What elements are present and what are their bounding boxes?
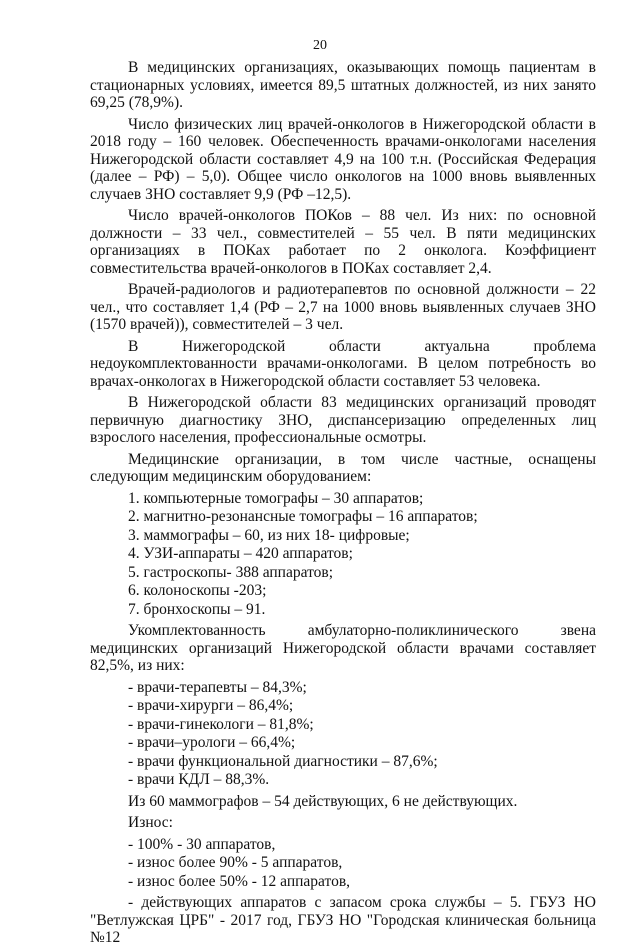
wear-item: - износ более 50% - 12 аппаратов, [128,872,351,890]
staffing-item: - врачи КДЛ – 88,3%. [128,771,270,788]
wear-item: - износ более 90% - 5 аппаратов, [128,854,343,871]
paragraph-staff-shortage: В Нижегородской области актуальна проблема недоукомплектованности врачами-онкологами. В целом потребность во врачах-онкологах в Нижегородской области составляет 53 человека. [90,337,596,390]
equipment-item: 4. УЗИ-аппараты – 420 аппаратов; [128,545,353,562]
paragraph-equipment-intro: Медицинские организации, в том числе частные, оснащены следующим медицинским оборудованием: [90,450,596,485]
mammography-line: Из 60 маммографов – 54 действующих, 6 не действующих. [128,792,518,810]
equipment-item: 1. компьютерные томографы – 30 аппаратов; [128,489,424,507]
equipment-item: 6. колоноскопы -203; [128,582,267,599]
equipment-item: 7. бронхоскопы – 91. [128,600,266,618]
document-body [90,59,596,951]
staffing-item: - врачи–урологи – 66,4%; [128,734,296,751]
paragraph-pok-oncologists: Число врачей-онкологов ПОКов – 88 чел. Из них: по основной должности – 33 чел., совместителей – 55 чел. В пяти медицинских организациях в ПОКах работает по 2 онколога. Коэффициент совместительства врачей-онкологов в ПОКах составляет 2,4. [90,207,596,277]
equipment-list [90,490,596,619]
staffing-list [90,679,596,789]
paragraph-radiologists: Врачей-радиологов и радиотерапевтов по основной должности – 22 чел., что составляет 1,4 (РФ – 2,7 на 1000 вновь выявленных случаев ЗНО (1570 врачей)), совместителей – 3 чел. [90,281,596,333]
equipment-item: 5. гастроскопы- 388 аппаратов; [128,563,334,581]
wear-list [90,836,596,891]
wear-item: - 100% - 30 аппаратов, [128,835,276,853]
paragraph-service-life: - действующих аппаратов с запасом срока службы – 5. ГБУЗ НО "Ветлужская ЦРБ" - 2017 год, ГБУЗ НО "Городская клиническая больница №12 [90,894,596,946]
paragraph-inpatient-positions: В медицинских организациях, оказывающих помощь пациентам в стационарных условиях, имеется 89,5 штатных должностей, из них занято 69,25 (78,9%). [90,59,596,111]
staffing-item: - врачи-терапевты – 84,3%; [128,678,307,696]
paragraph-primary-diagnostics: В Нижегородской области 83 медицинских организаций проводят первичную диагностику ЗНО, диспансеризацию определенных лиц взрослого населения, профессиональные осмотры. [90,394,596,446]
paragraph-staffing-intro: Укомплектованность амбулаторно-поликлинического звена медицинских организаций Нижегородской области врачами составляет 82,5%, из них: [90,622,596,674]
equipment-item: 2. магнитно-резонансные томографы – 16 аппаратов; [128,508,478,525]
wear-heading: Износ: [128,814,173,831]
paragraph-oncologists-count: Число физических лиц врачей-онкологов в Нижегородской области в 2018 году – 160 человек. Обеспеченность врачами-онкологами населения Нижегородской области составляет 4,9 на 100 т.н. (Российская Федерация (далее – РФ) – 5,0). Общее число онкологов на 1000 вновь выявленных случаев ЗНО составляет 9,9 (РФ –12,5). [90,115,596,203]
equipment-item: 3. маммографы – 60, из них 18- цифровые; [128,526,410,544]
staffing-item: - врачи-хирурги – 86,4%; [128,697,294,714]
staffing-item: - врачи функциональной диагностики – 87,6%; [128,752,438,770]
staffing-item: - врачи-гинекологи – 81,8%; [128,715,314,733]
page-number: 20 [313,38,327,53]
